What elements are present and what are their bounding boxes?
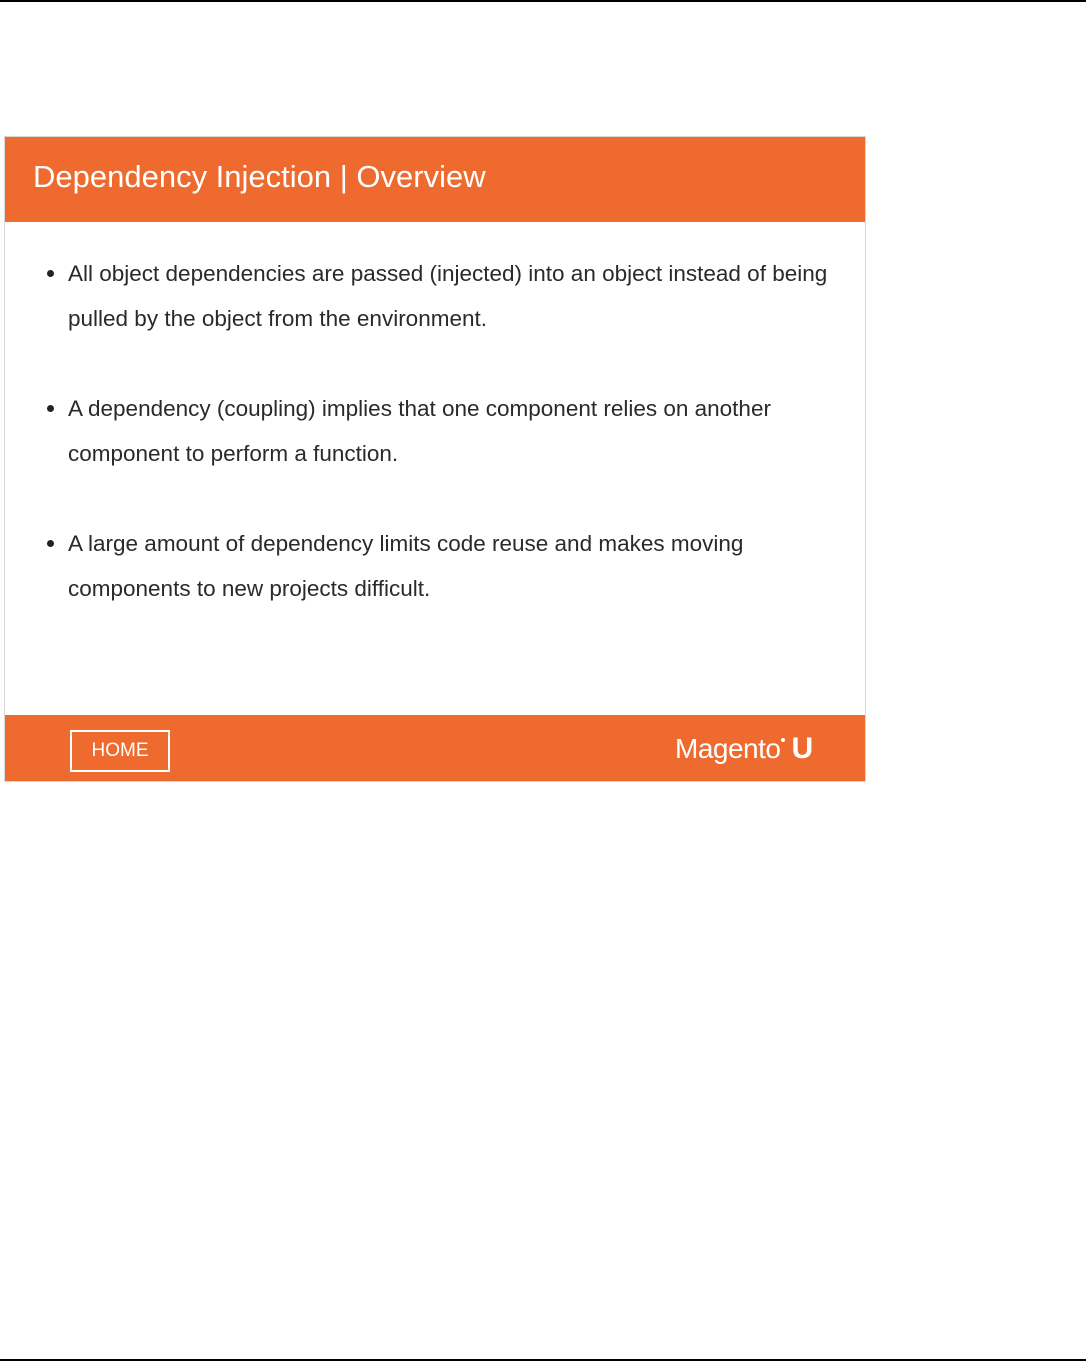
bullet-text: All object dependencies are passed (injected) into an object instead of being pulled by the object from the environment. — [68, 261, 828, 331]
bullet-dot-icon — [47, 405, 54, 412]
bullet-list — [45, 251, 835, 656]
slide-footer — [5, 715, 865, 781]
slide-header — [5, 137, 865, 222]
top-rule — [0, 0, 1086, 2]
bullet-dot-icon — [47, 270, 54, 277]
slide — [4, 136, 866, 782]
bullet-item — [45, 251, 835, 341]
magento-u-logo — [675, 729, 813, 769]
bullet-text: A large amount of dependency limits code reuse and makes moving components to new projects difficult. — [68, 531, 744, 601]
home-button[interactable]: HOME — [70, 730, 170, 772]
trademark-dot-icon — [781, 738, 785, 742]
logo-wordmark: Magento — [675, 733, 781, 764]
bullet-text: A dependency (coupling) implies that one component relies on another component to perform a function. — [68, 396, 771, 466]
logo-suffix: U — [791, 732, 814, 765]
bottom-rule — [0, 1359, 1086, 1361]
slide-title: Dependency Injection | Overview — [33, 159, 486, 194]
bullet-dot-icon — [47, 540, 54, 547]
bullet-item — [45, 386, 835, 476]
bullet-item — [45, 521, 835, 611]
